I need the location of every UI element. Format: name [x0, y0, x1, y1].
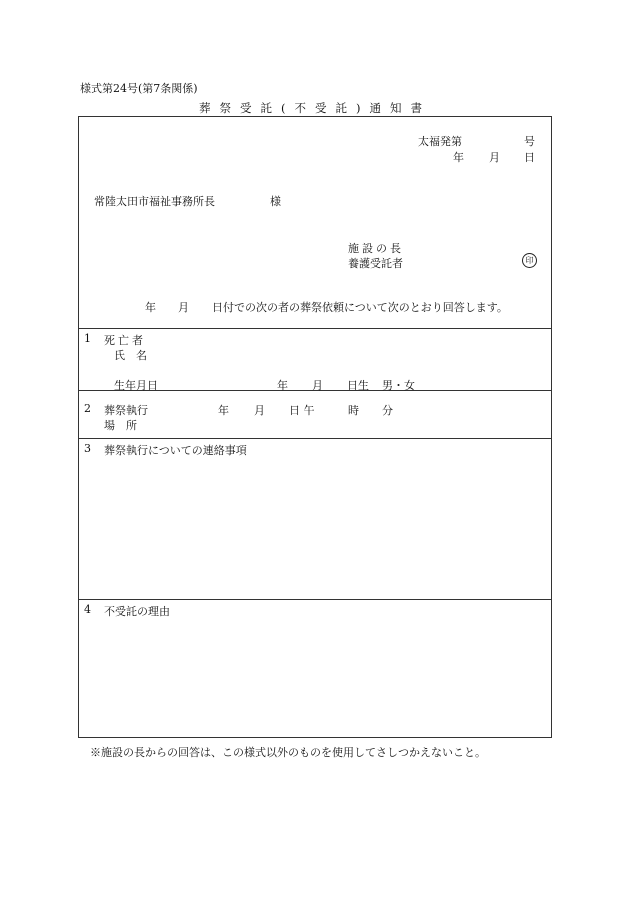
section1-heading: 死亡者 [104, 334, 146, 347]
addressee-name: 常陸太田市福祉事務所長 [94, 195, 215, 208]
doc-number-suffix: 号 [524, 135, 535, 148]
dob-label: 生年月日 [114, 379, 158, 392]
page-title: 葬祭受託(不受託)通知書 [199, 101, 431, 115]
section4-heading: 不受託の理由 [104, 605, 170, 618]
funeral-month: 月 [254, 404, 265, 417]
body-month: 月 [178, 301, 189, 314]
body-sentence: 日付での次の者の葬祭依頼について次のとおり回答します。 [212, 301, 508, 314]
divider-section1 [78, 328, 552, 329]
date-month: 月 [489, 151, 500, 164]
doc-number-prefix: 太福発第 [418, 135, 462, 148]
funeral-place-label: 場 所 [104, 419, 137, 432]
date-day: 日 [524, 151, 535, 164]
footnote: ※施設の長からの回答は、この様式以外のものを使用してさしつかえないこと。 [90, 746, 486, 759]
section2-heading: 葬祭執行 [104, 404, 148, 417]
seal-mark: 印 [522, 253, 537, 268]
divider-section3 [78, 438, 552, 439]
sex-options: 男・女 [382, 379, 415, 392]
date-year: 年 [453, 151, 464, 164]
section1-number: 1 [84, 332, 91, 345]
funeral-day-ampm: 日 午 [289, 404, 315, 417]
funeral-minute: 分 [382, 404, 393, 417]
dob-year: 年 [277, 379, 288, 392]
deceased-name-label: 氏 名 [114, 349, 147, 362]
dob-month: 月 [312, 379, 323, 392]
body-year: 年 [145, 301, 156, 314]
form-frame [78, 116, 552, 738]
funeral-year: 年 [218, 404, 229, 417]
addressee-honorific: 様 [270, 195, 281, 208]
form-number: 様式第24号(第7条関係) [80, 82, 198, 95]
facility-head-label: 施設の長 [348, 242, 404, 255]
section2-number: 2 [84, 402, 91, 415]
section3-number: 3 [84, 442, 91, 455]
section3-heading: 葬祭執行についての連絡事項 [104, 444, 247, 457]
care-contractor-label: 養護受託者 [348, 257, 403, 270]
section4-number: 4 [84, 603, 91, 616]
divider-section4 [78, 599, 552, 600]
funeral-hour: 時 [348, 404, 359, 417]
dob-day: 日生 [347, 379, 369, 392]
